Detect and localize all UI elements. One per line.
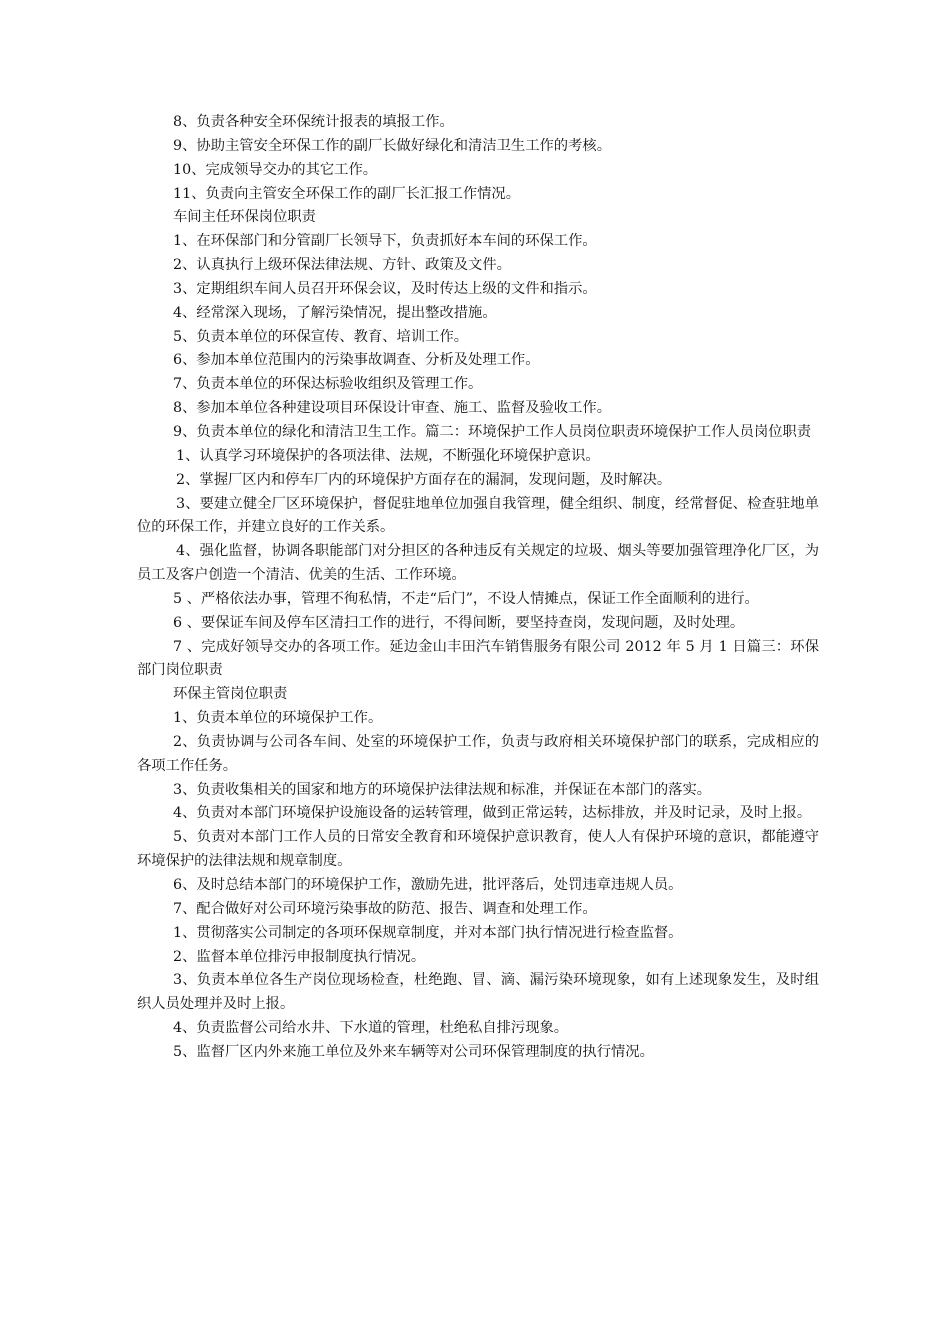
paragraph: 6 、要保证车间及停车区清扫工作的进行，不得间断，要坚持查岗，发现问题，及时处理。 <box>173 614 745 631</box>
paragraph: 2、掌握厂区内和停车厂内的环境保护方面存在的漏洞，发现问题，及时解决。 <box>176 471 672 488</box>
paragraph: 4、负责对本部门环境保护设施设备的运转管理，做到正常运转，达标排放，并及时记录，及时上报。 <box>173 805 812 822</box>
paragraph: 5、监督厂区内外来施工单位及外来车辆等对公司环保管理制度的执行情况。 <box>173 1043 654 1060</box>
paragraph: 5 、严格依法办事，管理不徇私情，不走“后门”，不设人情摊点，保证工作全面顺利的进行。 <box>173 590 759 607</box>
paragraph: 2、监督本单位排污申报制度执行情况。 <box>173 948 426 965</box>
paragraph: 1、负责本单位的环境保护工作。 <box>173 710 383 727</box>
paragraph: 6、参加本单位范围内的污染事故调查、分析及处理工作。 <box>173 352 540 369</box>
section-heading: 环保主管岗位职责 <box>173 686 288 703</box>
paragraph: 10、完成领导交办的其它工作。 <box>173 161 378 178</box>
paragraph: 7、负责本单位的环保达标验收组织及管理工作。 <box>173 376 483 393</box>
paragraph: 2、认真执行上级环保法律法规、方针、政策及文件。 <box>173 257 511 274</box>
paragraph: 3、负责本单位各生产岗位现场检查，杜绝跑、冒、滴、漏污染环境现象，如有上述现象发生，及时组织人员处理并及时上报。 <box>137 972 819 1013</box>
paragraph: 4、强化监督，协调各职能部门对分担区的各种违反有关规定的垃圾、烟头等要加强管理净化厂区，为员工及客户创造一个清洁、优美的生活、工作环境。 <box>137 543 819 584</box>
paragraph: 1、贯彻落实公司制定的各项环保规章制度，并对本部门执行情况进行检查监督。 <box>173 924 683 941</box>
paragraph: 7 、完成好领导交办的各项工作。延边金山丰田汽车销售服务有限公司 2012 年 5 月 1 日篇三：环保部门岗位职责 <box>137 638 819 679</box>
paragraph: 9、协助主管安全环保工作的副厂长做好绿化和清洁卫生工作的考核。 <box>173 137 611 154</box>
paragraph: 5、负责对本部门工作人员的日常安全教育和环境保护意识教育，使人人有保护环境的意识，都能遵守环境保护的法律法规和规章制度。 <box>137 829 819 870</box>
paragraph: 4、经常深入现场，了解污染情况，提出整改措施。 <box>173 304 497 321</box>
section-heading: 车间主任环保岗位职责 <box>173 209 316 226</box>
document-body <box>137 111 819 1065</box>
paragraph: 6、及时总结本部门的环境保护工作，激励先进，批评落后，处罚违章违规人员。 <box>173 877 683 893</box>
paragraph: 9、负责本单位的绿化和清洁卫生工作。篇二：环境保护工作人员岗位职责环境保护工作人员岗位职责 <box>173 423 812 440</box>
paragraph: 2、负责协调与公司各车间、处室的环境保护工作，负责与政府相关环境保护部门的联系，完成相应的各项工作任务。 <box>137 733 819 774</box>
paragraph: 8、负责各种安全环保统计报表的填报工作。 <box>173 114 454 130</box>
paragraph: 11、负责向主管安全环保工作的副厂长汇报工作情况。 <box>173 185 521 202</box>
paragraph: 7、配合做好对公司环境污染事故的防范、报告、调查和处理工作。 <box>173 900 597 917</box>
paragraph: 8、参加本单位各种建设项目环保设计审查、施工、监督及验收工作。 <box>173 400 611 417</box>
paragraph: 1、认真学习环境保护的各项法律、法规，不断强化环境保护意识。 <box>176 447 600 464</box>
paragraph: 3、负责收集相关的国家和地方的环境保护法律法规和标准，并保证在本部门的落实。 <box>173 781 712 798</box>
paragraph: 1、在环保部门和分管副厂长领导下，负责抓好本车间的环保工作。 <box>173 233 597 250</box>
paragraph: 4、负责监督公司给水井、下水道的管理，杜绝私自排污现象。 <box>173 1020 569 1037</box>
paragraph: 3、要建立健全厂区环境保护，督促驻地单位加强自我管理，健全组织、制度，经常督促、检查驻地单位的环保工作，并建立良好的工作关系。 <box>137 495 819 536</box>
paragraph: 5、负责本单位的环保宣传、教育、培训工作。 <box>173 328 469 345</box>
paragraph: 3、定期组织车间人员召开环保会议，及时传达上级的文件和指示。 <box>173 280 597 297</box>
